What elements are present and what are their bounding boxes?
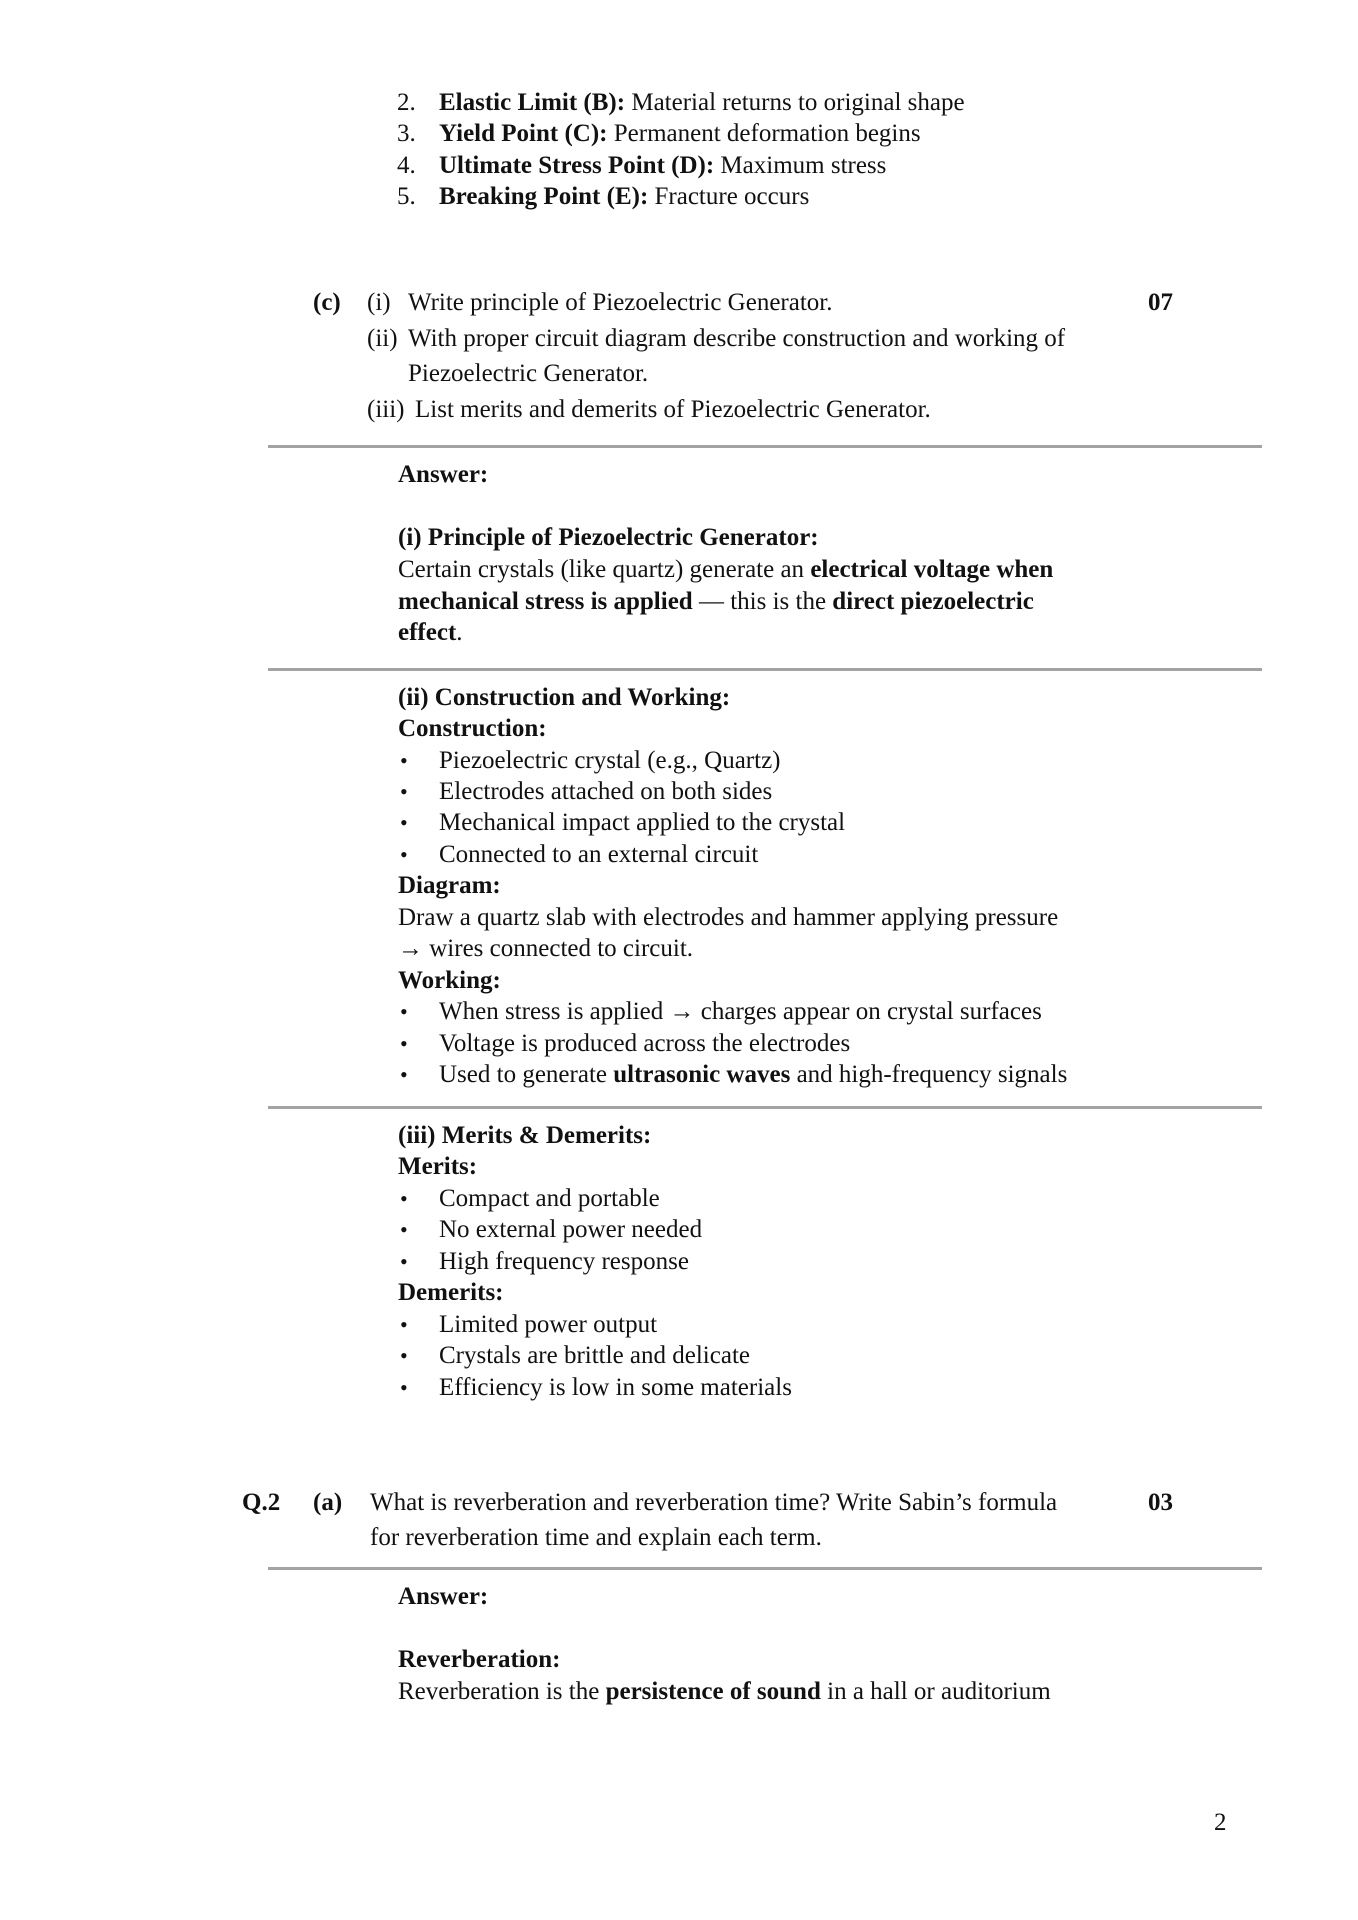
list-item	[397, 182, 416, 212]
description: Fracture occurs	[648, 183, 810, 210]
paragraph-line	[398, 1677, 1051, 1707]
question-text-continued: for reverberation time and explain each term.	[370, 1524, 822, 1551]
bullet-icon: •	[400, 1217, 408, 1242]
list-item	[397, 119, 416, 149]
term: Breaking Point (E):	[439, 183, 649, 210]
emphasis: persistence of sound	[605, 1678, 821, 1705]
list-item: No external power needed	[439, 1216, 703, 1243]
subpart-text-continued: Piezoelectric Generator.	[408, 360, 649, 387]
bullet-icon: •	[400, 999, 408, 1024]
list-item: Limited power output	[439, 1311, 658, 1338]
list-number: 3.	[397, 120, 416, 147]
marks: 03	[1148, 1489, 1173, 1516]
list-item: Compact and portable	[439, 1185, 660, 1212]
emphasis: effect	[398, 619, 457, 646]
subheading: Demerits:	[398, 1279, 504, 1306]
page-number: 2	[1214, 1809, 1227, 1836]
bullet-icon: •	[400, 1186, 408, 1211]
text: and high-frequency signals	[790, 1061, 1068, 1088]
subheading: Construction:	[398, 715, 547, 742]
bullet-icon: •	[400, 1312, 408, 1337]
term: Elastic Limit (B):	[439, 89, 626, 116]
list-item	[439, 1060, 1067, 1090]
bullet-icon: •	[400, 1343, 408, 1368]
bullet-icon: •	[400, 748, 408, 773]
question-part-label: (c)	[313, 289, 341, 316]
text: in a hall or auditorium	[820, 1678, 1051, 1705]
list-item: Electrodes attached on both sides	[439, 778, 773, 805]
subheading: Working:	[398, 967, 501, 994]
subheading: Diagram:	[398, 872, 501, 899]
section-divider	[268, 445, 1262, 448]
text: — this is the	[692, 588, 833, 615]
list-number: 4.	[397, 152, 416, 179]
description: Permanent deformation begins	[607, 120, 921, 147]
list-item: Crystals are brittle and delicate	[439, 1342, 750, 1369]
text: Reverberation is the	[398, 1678, 606, 1705]
subpart-number: (i)	[367, 289, 391, 316]
bullet-icon: •	[400, 1031, 408, 1056]
text: Used to generate	[439, 1061, 614, 1088]
section-divider	[268, 1106, 1262, 1109]
paragraph-line: Draw a quartz slab with electrodes and hammer applying pressure	[398, 904, 1059, 931]
list-item: Connected to an external circuit	[439, 841, 759, 868]
paragraph-line	[398, 618, 463, 648]
list-item-text	[439, 182, 809, 212]
bullet-icon: •	[400, 779, 408, 804]
section-heading: (iii) Merits & Demerits:	[398, 1122, 652, 1149]
section-heading: (i) Principle of Piezoelectric Generator:	[398, 524, 819, 551]
question-part-label: (a)	[313, 1489, 343, 1516]
description: Material returns to original shape	[625, 89, 965, 116]
bullet-icon: •	[400, 1062, 408, 1087]
emphasis: electrical voltage when	[810, 556, 1054, 583]
bullet-icon: •	[400, 1375, 408, 1400]
term: Ultimate Stress Point (D):	[439, 152, 715, 179]
emphasis: direct piezoelectric	[832, 588, 1034, 615]
emphasis: ultrasonic waves	[613, 1061, 791, 1088]
question-text: What is reverberation and reverberation time? Write Sabin’s formula	[370, 1489, 1058, 1516]
subpart-number: (iii)	[367, 396, 405, 423]
answer-label: Answer:	[398, 461, 489, 488]
paragraph-line	[398, 555, 1053, 585]
text: .	[456, 619, 463, 646]
term: Yield Point (C):	[439, 120, 608, 147]
marks: 07	[1148, 289, 1173, 316]
bullet-icon: •	[400, 1249, 408, 1274]
subpart-text: Write principle of Piezoelectric Generator.	[408, 289, 833, 316]
bullet-icon: •	[400, 842, 408, 867]
list-item: Voltage is produced across the electrodes	[439, 1030, 851, 1057]
description: Maximum stress	[714, 152, 887, 179]
list-item: Piezoelectric crystal (e.g., Quartz)	[439, 747, 781, 774]
list-number: 2.	[397, 89, 416, 116]
list-item-text	[439, 119, 921, 149]
section-divider	[268, 668, 1262, 671]
list-item-text	[439, 88, 965, 118]
paragraph-line: → wires connected to circuit.	[398, 935, 694, 962]
list-item-text	[439, 151, 886, 181]
emphasis: mechanical stress is applied	[398, 588, 693, 615]
subpart-number: (ii)	[367, 325, 398, 352]
section-divider	[268, 1567, 1262, 1570]
list-item	[397, 88, 416, 118]
list-item: When stress is applied → charges appear on crystal surfaces	[439, 998, 1042, 1025]
list-number: 5.	[397, 183, 416, 210]
bullet-icon: •	[400, 810, 408, 835]
text: Certain crystals (like quartz) generate an	[398, 556, 811, 583]
question-number: Q.2	[242, 1489, 281, 1516]
list-item: Efficiency is low in some materials	[439, 1374, 792, 1401]
paragraph-line	[398, 587, 1034, 617]
answer-label: Answer:	[398, 1583, 489, 1610]
list-item: Mechanical impact applied to the crystal	[439, 809, 846, 836]
list-item	[397, 151, 416, 181]
subpart-text: List merits and demerits of Piezoelectric Generator.	[415, 396, 931, 423]
section-heading: (ii) Construction and Working:	[398, 684, 731, 711]
subheading: Merits:	[398, 1153, 478, 1180]
section-heading: Reverberation:	[398, 1646, 561, 1673]
list-item: High frequency response	[439, 1248, 689, 1275]
subpart-text: With proper circuit diagram describe construction and working of	[408, 325, 1066, 352]
